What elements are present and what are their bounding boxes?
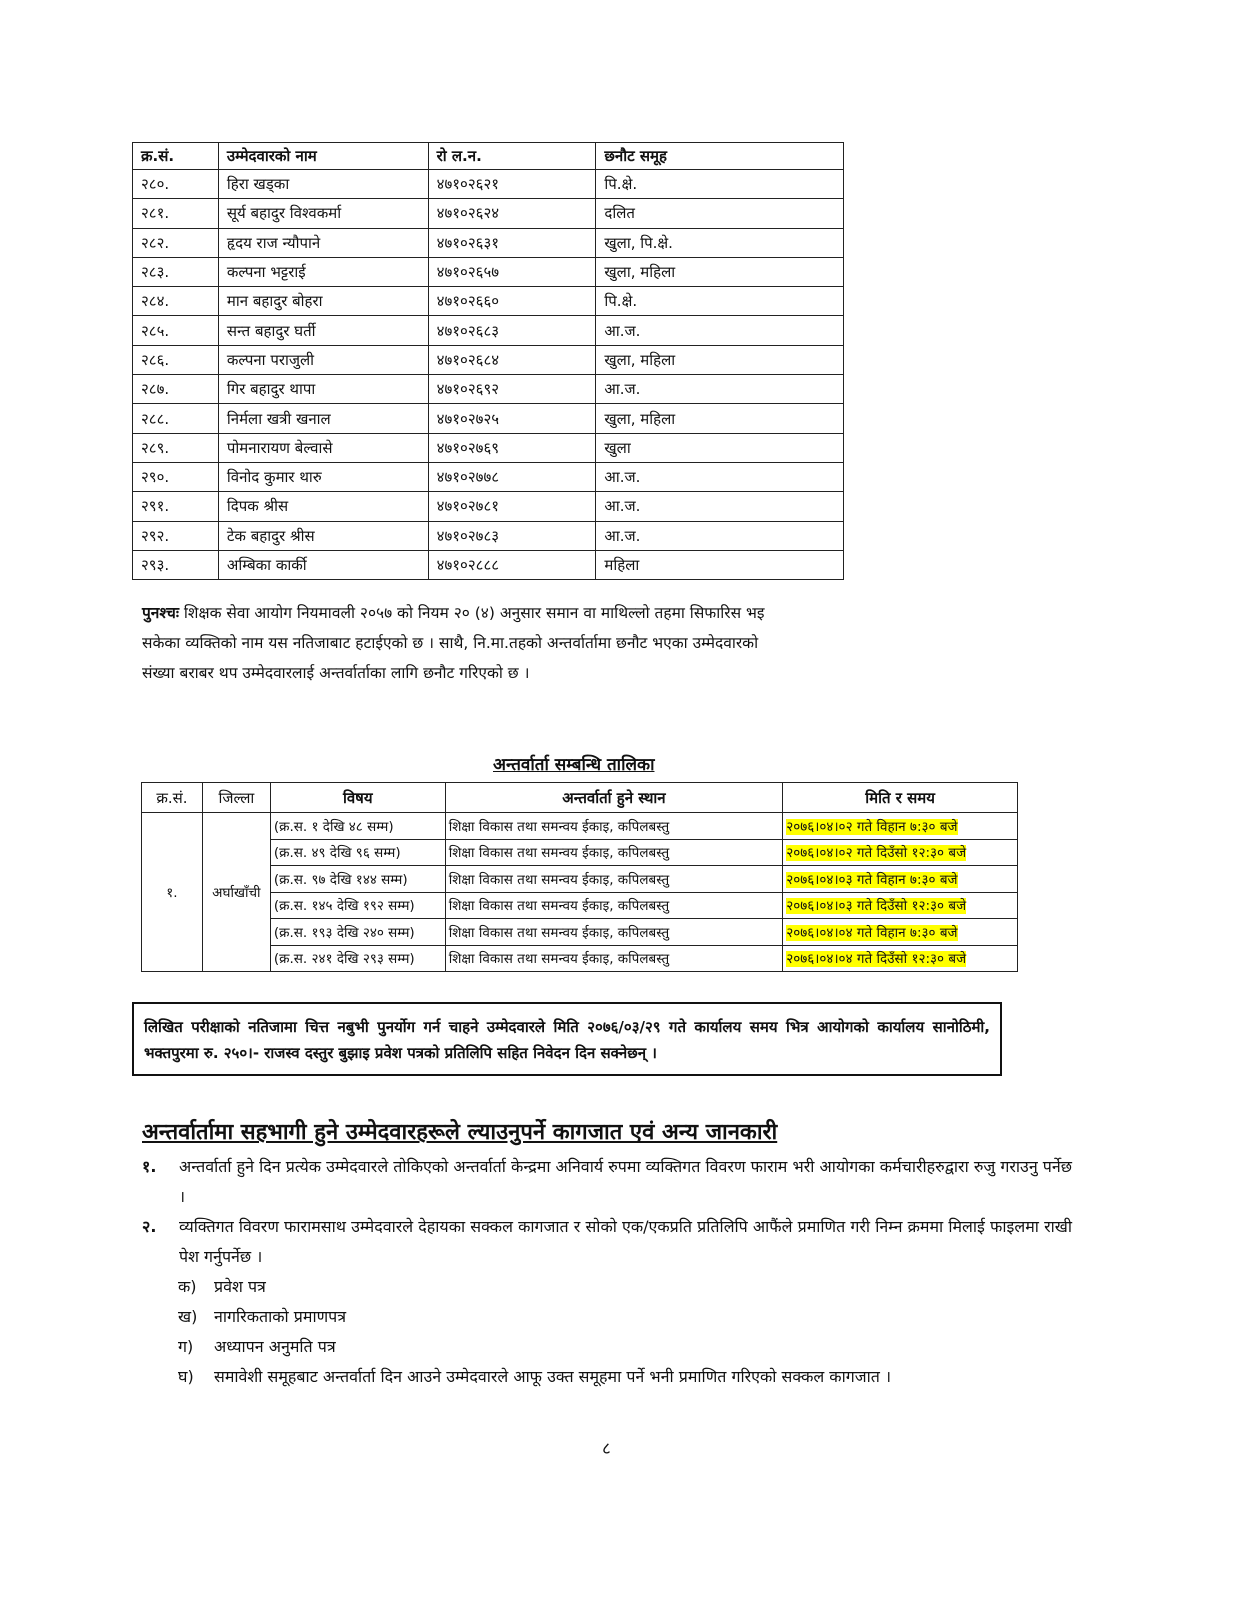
col-serial: क्र.सं.: [133, 143, 219, 170]
cell-roll: ४७१०२६९२: [428, 375, 596, 404]
cell-range: (क्र.स. २४१ देखि २९३ सम्म): [270, 945, 445, 972]
cell-serial: २९२.: [133, 521, 219, 550]
cell-name: विनोद कुमार थारु: [218, 462, 428, 491]
cell-name: कल्पना पराजुली: [218, 345, 428, 374]
cell-group: आ.ज.: [596, 375, 844, 404]
cell-name: दिपक श्रीस: [218, 492, 428, 521]
sub-item-text: अध्यापन अनुमति पत्र: [214, 1337, 336, 1356]
table-row: [142, 919, 1018, 946]
cell-serial: २८३.: [133, 257, 219, 286]
cell-roll: ४७१०२७२५: [428, 404, 596, 433]
sub-item: [178, 1332, 336, 1362]
cell-serial: २८९.: [133, 433, 219, 462]
table-row: [133, 345, 844, 374]
col-group: छनौट समूह: [596, 143, 844, 170]
cell-name: अम्बिका कार्की: [218, 550, 428, 579]
postscript-text: शिक्षक सेवा आयोग नियमावली २०५७ को नियम २० (४) अनुसार समान वा माथिल्लो तहमा सिफारिस भइ: [178, 604, 765, 622]
table-row: [133, 199, 844, 228]
cell-venue: शिक्षा विकास तथा समन्वय ईकाइ, कपिलबस्तु: [445, 839, 783, 866]
cell-serial: १.: [142, 813, 203, 972]
sub-item-label: क): [178, 1277, 197, 1296]
cell-datetime: [783, 892, 1018, 919]
table-row: [133, 404, 844, 433]
postscript-line-1: [142, 598, 998, 628]
recheck-notice-box: लिखित परीक्षाको नतिजामा चित्त नबुभी पुनर्योग गर्न चाहने उम्मेदवारले मिति २०७६/०३/२९ गते कार्यालय समय भित्र आयोगको कार्यालय सानोठिमी, भक्तपुरमा रु. २५०।- राजस्व दस्तुर बुझाइ प्रवेश पत्रको प्रतिलिपि सहित निवेदन दिन सक्नेछन् ।: [132, 1002, 1002, 1076]
cell-serial: २८५.: [133, 316, 219, 345]
cell-roll: ४७१०२६२१: [428, 170, 596, 199]
sub-item: [178, 1362, 1070, 1392]
cell-roll: ४७१०२६३१: [428, 228, 596, 257]
cell-group: पि.क्षे.: [596, 170, 844, 199]
cell-serial: २९३.: [133, 550, 219, 579]
col-name: उम्मेदवारको नाम: [218, 143, 428, 170]
postscript-label: पुनश्चः: [142, 604, 179, 622]
table-row: [142, 813, 1018, 840]
table-row: [133, 316, 844, 345]
table-row: [142, 945, 1018, 972]
highlighted-datetime: २०७६।०४।०४ गते दिउँसो १२:३० बजे: [786, 951, 967, 968]
cell-group: खुला: [596, 433, 844, 462]
cell-group: खुला, पि.क्षे.: [596, 228, 844, 257]
cell-group: खुला, महिला: [596, 257, 844, 286]
candidate-table-header: [133, 143, 844, 170]
table-row: [142, 839, 1018, 866]
page-number: ८: [602, 1439, 611, 1459]
cell-venue: शिक्षा विकास तथा समन्वय ईकाइ, कपिलबस्तु: [445, 866, 783, 893]
cell-range: (क्र.स. ४९ देखि ९६ सम्म): [270, 839, 445, 866]
item-text: अन्तर्वार्ता हुने दिन प्रत्येक उम्मेदवारले तोकिएको अन्तर्वार्ता केन्द्रमा अनिवार्य रुपमा व्यक्तिगत विवरण फाराम भरी आयोगका कर्मचारीहरुद्वारा रुजु गराउनु पर्नेछ ।: [179, 1157, 1072, 1206]
cell-roll: ४७१०२७६९: [428, 433, 596, 462]
table-row: [142, 866, 1018, 893]
sub-item-label: घ): [178, 1367, 194, 1386]
cell-name: हिरा खड्का: [218, 170, 428, 199]
cell-name: निर्मला खत्री खनाल: [218, 404, 428, 433]
sub-item: [178, 1302, 346, 1332]
sub-item-text: नागरिकताको प्रमाणपत्र: [214, 1307, 347, 1326]
cell-datetime: [783, 839, 1018, 866]
cell-name: हृदय राज न्यौपाने: [218, 228, 428, 257]
highlighted-datetime: २०७६।०४।०३ गते दिउँसो १२:३० बजे: [786, 898, 967, 915]
cell-group: खुला, महिला: [596, 404, 844, 433]
table-row: [133, 550, 844, 579]
candidate-table: [132, 142, 844, 580]
cell-name: टेक बहादुर श्रीस: [218, 521, 428, 550]
cell-datetime: [783, 866, 1018, 893]
cell-group: आ.ज.: [596, 492, 844, 521]
list-item: [142, 1212, 1072, 1272]
postscript-paragraph: [142, 598, 998, 688]
cell-range: (क्र.स. १९३ देखि २४० सम्म): [270, 919, 445, 946]
schedule-title: अन्तर्वार्ता सम्बन्धि तालिका: [493, 755, 655, 775]
col-district: जिल्ला: [202, 783, 270, 813]
cell-roll: ४७१०२७८३: [428, 521, 596, 550]
cell-roll: ४७१०२६८३: [428, 316, 596, 345]
cell-group: आ.ज.: [596, 316, 844, 345]
cell-venue: शिक्षा विकास तथा समन्वय ईकाइ, कपिलबस्तु: [445, 892, 783, 919]
table-row: [133, 228, 844, 257]
cell-name: कल्पना भट्टराई: [218, 257, 428, 286]
table-row: [133, 433, 844, 462]
highlighted-datetime: २०७६।०४।०२ गते विहान ७:३० बजे: [786, 818, 958, 835]
col-serial: क्र.सं.: [142, 783, 203, 813]
item-number: १.: [142, 1157, 157, 1176]
cell-serial: २८०.: [133, 170, 219, 199]
item-text: व्यक्तिगत विवरण फारामसाथ उम्मेदवारले देहायका सक्कल कागजात र सोको एक/एकप्रति प्रतिलिपि आफैंले प्रमाणित गरी निम्न क्रममा मिलाई फाइलमा राखी पेश गर्नुपर्नेछ ।: [179, 1217, 1072, 1266]
highlighted-datetime: २०७६।०४।०२ गते दिउँसो १२:३० बजे: [786, 845, 967, 862]
cell-name: गिर बहादुर थापा: [218, 375, 428, 404]
cell-group: आ.ज.: [596, 462, 844, 491]
cell-serial: २८८.: [133, 404, 219, 433]
cell-roll: ४७१०२६२४: [428, 199, 596, 228]
cell-serial: २९१.: [133, 492, 219, 521]
cell-serial: २८१.: [133, 199, 219, 228]
highlighted-datetime: २०७६।०४।०३ गते विहान ७:३० बजे: [786, 871, 958, 888]
cell-venue: शिक्षा विकास तथा समन्वय ईकाइ, कपिलबस्तु: [445, 813, 783, 840]
cell-range: (क्र.स. १ देखि ४८ सम्म): [270, 813, 445, 840]
cell-roll: ४७१०२७८१: [428, 492, 596, 521]
cell-name: सन्त बहादुर घर्ती: [218, 316, 428, 345]
col-datetime: मिति र समय: [783, 783, 1018, 813]
cell-roll: ४७१०२६५७: [428, 257, 596, 286]
cell-name: मान बहादुर बोहरा: [218, 287, 428, 316]
sub-item-label: ग): [178, 1337, 194, 1356]
highlighted-datetime: २०७६।०४।०४ गते विहान ७:३० बजे: [786, 924, 958, 941]
cell-datetime: [783, 919, 1018, 946]
cell-venue: शिक्षा विकास तथा समन्वय ईकाइ, कपिलबस्तु: [445, 945, 783, 972]
table-row: [133, 287, 844, 316]
table-row: [133, 492, 844, 521]
list-item: [142, 1152, 1072, 1212]
cell-name: सूर्य बहादुर विश्वकर्मा: [218, 199, 428, 228]
item-number: २.: [142, 1217, 157, 1236]
sub-item-text: समावेशी समूहबाट अन्तर्वार्ता दिन आउने उम्मेदवारले आफू उक्त समूहमा पर्ने भनी प्रमाणित गरिएको सक्कल कागजात ।: [214, 1367, 892, 1386]
table-row: [133, 462, 844, 491]
postscript-line-2: सकेका व्यक्तिको नाम यस नतिजाबाट हटाईएको छ । साथै, नि.मा.तहको अन्तर्वार्तामा छनौट भएका उम्मेदवारको: [142, 634, 759, 652]
cell-serial: २८४.: [133, 287, 219, 316]
cell-range: (क्र.स. ९७ देखि १४४ सम्म): [270, 866, 445, 893]
sub-item-label: ख): [178, 1307, 198, 1326]
cell-group: दलित: [596, 199, 844, 228]
cell-roll: ४७१०२७७८: [428, 462, 596, 491]
cell-venue: शिक्षा विकास तथा समन्वय ईकाइ, कपिलबस्तु: [445, 919, 783, 946]
cell-datetime: [783, 945, 1018, 972]
postscript-line-3: संख्या बराबर थप उम्मेदवारलाई अन्तर्वार्ताका लागि छनौट गरिएको छ ।: [142, 664, 530, 682]
schedule-header: [142, 783, 1018, 813]
cell-roll: ४७१०२६६०: [428, 287, 596, 316]
cell-datetime: [783, 813, 1018, 840]
table-row: [133, 170, 844, 199]
cell-serial: २८२.: [133, 228, 219, 257]
sub-item: [178, 1272, 266, 1302]
cell-group: पि.क्षे.: [596, 287, 844, 316]
cell-group: आ.ज.: [596, 521, 844, 550]
cell-group: खुला, महिला: [596, 345, 844, 374]
cell-roll: ४७१०२८८८: [428, 550, 596, 579]
cell-district: अर्घाखाँची: [202, 813, 270, 972]
col-roll: रो ल.न.: [428, 143, 596, 170]
table-row: [133, 521, 844, 550]
cell-name: पोमनारायण बेल्वासे: [218, 433, 428, 462]
cell-roll: ४७१०२६८४: [428, 345, 596, 374]
sub-item-text: प्रवेश पत्र: [214, 1277, 266, 1296]
col-venue: अन्तर्वार्ता हुने स्थान: [445, 783, 783, 813]
cell-range: (क्र.स. १४५ देखि १९२ सम्म): [270, 892, 445, 919]
cell-serial: २८७.: [133, 375, 219, 404]
table-row: [133, 375, 844, 404]
cell-group: महिला: [596, 550, 844, 579]
table-row: [142, 892, 1018, 919]
cell-serial: २९०.: [133, 462, 219, 491]
documents-heading: अन्तर्वार्तामा सहभागी हुने उम्मेदवारहरूले ल्याउनुपर्ने कागजात एवं अन्य जानकारी: [142, 1120, 778, 1145]
cell-serial: २८६.: [133, 345, 219, 374]
table-row: [133, 257, 844, 286]
interview-schedule-table: [141, 782, 1018, 972]
col-subject: विषय: [270, 783, 445, 813]
